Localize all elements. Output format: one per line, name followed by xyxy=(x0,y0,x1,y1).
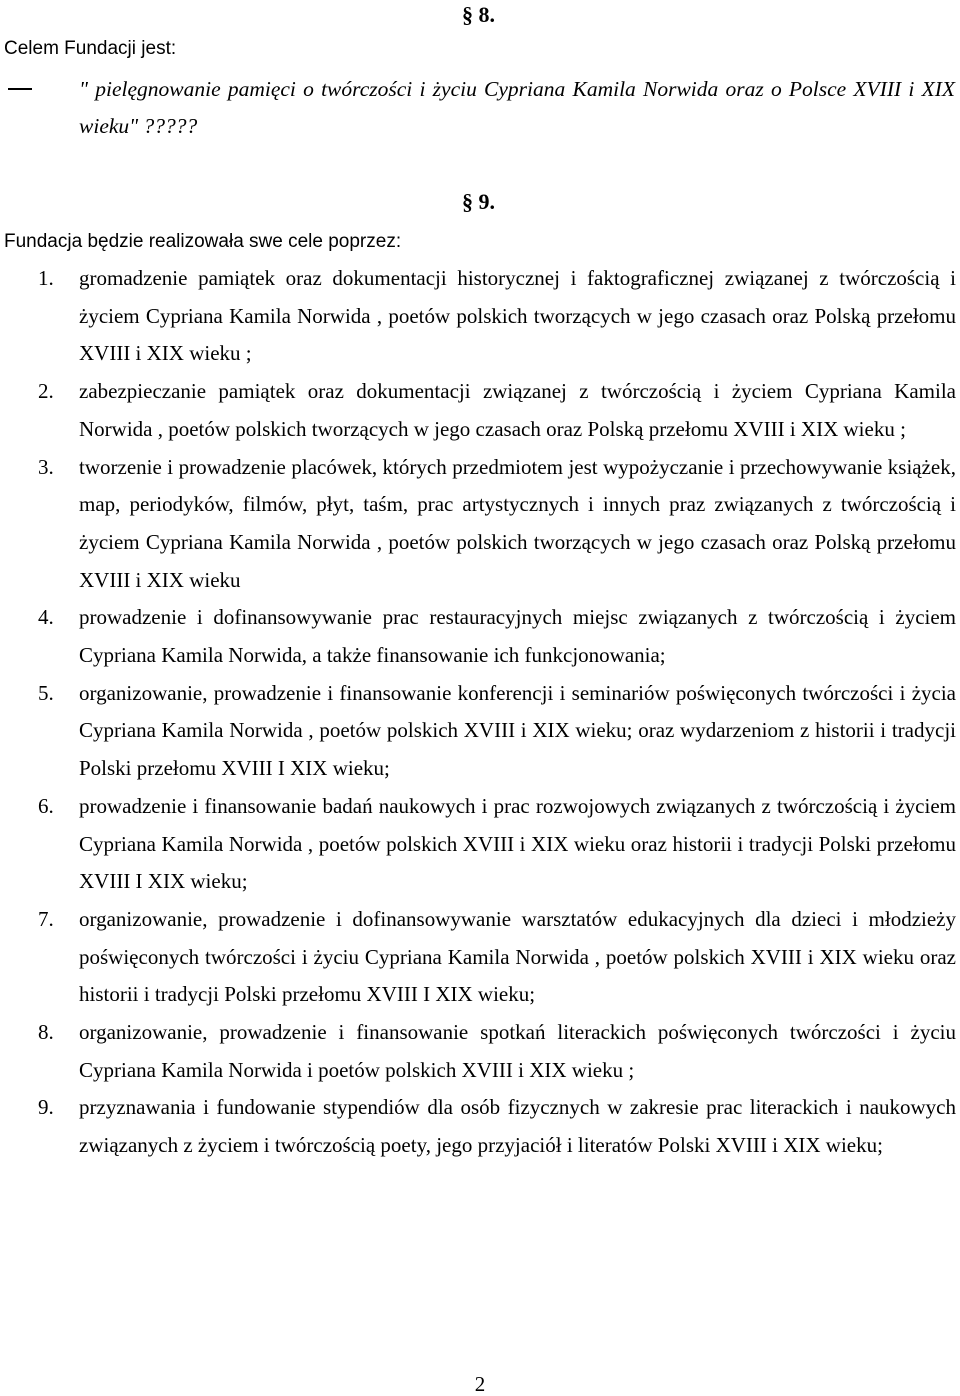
item-text: tworzenie i prowadzenie placówek, których przedmiotem jest wypożyczanie i przechowywanie książek, map, periodyków, filmów, płyt, taśm, prac artystycznych i innych praz związanych z twórczością i życiem Cypriana Kamila Norwida , poetów polskich tworzących w jego czasach oraz Polską przełomu XVIII i XIX wieku xyxy=(79,454,956,592)
goal-quote: " pielęgnowanie pamięci o twórczości i życiu Cypriana Kamila Norwida oraz o Polsce XVIII i XIX wieku" ????? xyxy=(79,77,955,138)
intro-means: Fundacja będzie realizowała swe cele poprzez: xyxy=(4,231,402,252)
item-text: przyznawania i fundowanie stypendiów dla osób fizycznych w zakresie prac literackich i naukowych związanych z życiem i twórczością poety, jego przyjaciół i literatów Polski XVIII i XIX wieku; xyxy=(79,1095,956,1158)
list-item xyxy=(0,1014,960,1089)
dash-bullet xyxy=(8,88,32,90)
item-number: 9. xyxy=(38,1095,54,1120)
item-number: 7. xyxy=(38,906,54,931)
list-item xyxy=(0,901,960,1014)
item-number: 4. xyxy=(38,605,54,630)
list-item xyxy=(0,1089,960,1164)
item-text: organizowanie, prowadzenie i finansowanie konferencji i seminariów poświęconych twórczości i życia Cypriana Kamila Norwida , poetów polskich XVIII i XIX wieku; oraz wydarzeniom z historii i tradycji Polski przełomu XVIII I XIX wieku; xyxy=(79,680,956,781)
list-item xyxy=(0,788,960,901)
item-text: organizowanie, prowadzenie i finansowanie spotkań literackich poświęconych twórczości i życiu Cypriana Kamila Norwida i poetów polskich XVIII i XIX wieku ; xyxy=(79,1020,956,1082)
item-number: 2. xyxy=(38,379,54,404)
list-item xyxy=(0,260,960,373)
item-text: prowadzenie i dofinansowywanie prac restauracyjnych miejsc związanych z twórczością i życiem Cypriana Kamila Norwida, a także finansowanie ich funkcjonowania; xyxy=(79,605,956,668)
section-heading-8: § 8. xyxy=(462,2,495,27)
page-number: 2 xyxy=(474,1372,486,1396)
item-number: 3. xyxy=(38,454,54,479)
item-number: 8. xyxy=(38,1020,54,1045)
list-item xyxy=(0,373,960,448)
item-text: prowadzenie i finansowanie badań naukowych i prac rozwojowych związanych z twórczością i życiem Cypriana Kamila Norwida , poetów polskich XVIII i XIX wieku oraz historii i tradycji Polski przełomu XVIII I XIX wieku; xyxy=(79,793,956,894)
item-text: organizowanie, prowadzenie i dofinansowywanie warsztatów edukacyjnych dla dzieci i młodzieży poświęconych twórczości i życiu Cypriana Kamila Norwida , poetów polskich XVIII i XIX wieku oraz historii i tradycji Polski przełomu XVIII I XIX wieku; xyxy=(79,906,956,1007)
list-item xyxy=(0,449,960,600)
item-number: 1. xyxy=(38,266,54,290)
item-number: 6. xyxy=(38,793,54,818)
item-text: zabezpieczanie pamiątek oraz dokumentacji związanej z twórczością i życiem Cypriana Kamila Norwida , poetów polskich tworzących w jego czasach oraz Polską przełomu XVIII i XIX wieku ; xyxy=(79,379,956,441)
section-heading-9: § 9. xyxy=(462,189,495,214)
list-item xyxy=(0,675,960,788)
item-number: 5. xyxy=(38,680,54,705)
item-text: gromadzenie pamiątek oraz dokumentacji historycznej i faktograficznej związanej z twórczością i życiem Cypriana Kamila Norwida , poetów polskich tworzących w jego czasach oraz Polską przełomu XVIII i XIX wieku ; xyxy=(79,266,956,366)
list-item xyxy=(0,599,960,674)
means-list xyxy=(0,260,960,1165)
intro-goal: Celem Fundacji jest: xyxy=(4,38,177,59)
